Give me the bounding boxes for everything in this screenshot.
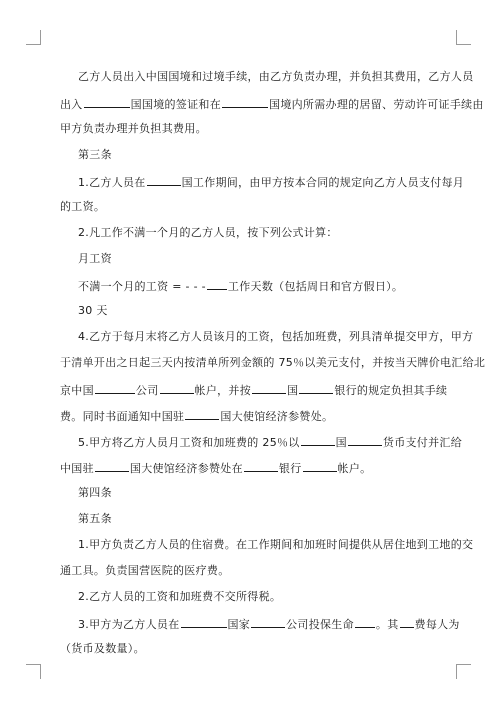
blank-field xyxy=(95,460,129,472)
text: 国大使馆经济参赞处在 xyxy=(129,462,243,475)
paragraph-line xyxy=(60,564,230,578)
paragraph-line xyxy=(78,434,462,450)
blank-field xyxy=(299,382,333,394)
blank-field xyxy=(355,616,375,628)
text: 第五条 xyxy=(78,512,112,525)
paragraph-line xyxy=(78,330,473,344)
blank-field xyxy=(301,434,335,446)
blank-field xyxy=(244,460,278,472)
text: 乙方人员出入中国国境和过境手续，由乙方负责办理，并负担其费用，乙方人员 xyxy=(78,70,474,83)
paragraph-line xyxy=(60,200,105,214)
text: 国境内所需办理的居留、劳动许可证手续由 xyxy=(269,98,484,111)
text: 1.乙方人员在 xyxy=(78,176,146,189)
paragraph-line xyxy=(60,408,333,424)
text: 国 xyxy=(287,384,299,397)
text: 工作天数（包括周日和官方假日）。 xyxy=(227,280,404,293)
text: 4.乙方于每月末将乙方人员该月的工资，包括加班费，列具清单提交甲方，甲方 xyxy=(78,330,474,343)
paragraph-line xyxy=(78,70,474,84)
text: 银行的规定负担其手续 xyxy=(334,384,448,397)
section-heading xyxy=(78,512,112,526)
paragraph-line xyxy=(60,642,145,656)
text: 不满一个月的工资 = - - - xyxy=(78,280,206,293)
blank-field xyxy=(252,382,286,394)
blank-field xyxy=(147,174,181,186)
blank-field xyxy=(222,96,268,108)
text: 费。同时书面通知中国驻 xyxy=(60,410,185,423)
text: 帐户，并按 xyxy=(194,384,252,397)
text: 于清单开出之日起三天内按清单所列金额的 75％以美元支付，并按当天牌价电汇给北 xyxy=(60,356,486,369)
text: 1.甲方负责乙方人员的住宿费。在工作期间和加班时间提供从居住地到工地的交 xyxy=(78,538,474,551)
text: 3.甲方为乙方人员在 xyxy=(78,618,180,631)
paragraph-line xyxy=(78,252,112,266)
text: 。其 xyxy=(375,618,399,631)
blank-field xyxy=(185,408,219,420)
blank-field xyxy=(400,616,414,628)
crop-mark-bottom-left xyxy=(26,664,41,679)
text: 货币支付并汇给 xyxy=(382,436,463,449)
text: 国大使馆经济参赞处。 xyxy=(220,410,334,423)
text: 国国境的签证和在 xyxy=(130,98,222,111)
text: 通工具。负责国营医院的医疗费。 xyxy=(60,564,230,577)
crop-mark-top-right xyxy=(456,30,471,45)
text: 费每人为 xyxy=(414,618,460,631)
blank-field xyxy=(207,278,227,290)
blank-field xyxy=(348,434,382,446)
blank-field xyxy=(95,382,135,394)
blank-field xyxy=(84,96,130,108)
paragraph-line xyxy=(78,590,281,604)
paragraph-line xyxy=(60,356,485,370)
paragraph-line xyxy=(78,278,403,294)
crop-mark-bottom-right xyxy=(456,664,471,679)
text: 的工资。 xyxy=(60,200,106,213)
blank-field xyxy=(160,382,194,394)
paragraph-line xyxy=(78,174,464,190)
text: 公司 xyxy=(135,384,159,397)
section-heading xyxy=(78,486,112,500)
text: 5.甲方将乙方人员月工资和加班费的 25％以 xyxy=(78,436,300,449)
paragraph-line xyxy=(78,304,108,318)
text: 京中国 xyxy=(60,384,94,397)
text: 公司投保生命 xyxy=(286,618,354,631)
paragraph-line xyxy=(78,538,473,552)
text: 月工资 xyxy=(78,252,112,265)
text: 国 xyxy=(335,436,347,449)
text: 中国驻 xyxy=(60,462,94,475)
crop-mark-top-left xyxy=(26,30,41,45)
paragraph-line xyxy=(60,460,371,476)
paragraph-line xyxy=(78,616,460,632)
section-heading xyxy=(78,148,112,162)
text: 30 天 xyxy=(78,304,108,317)
blank-field xyxy=(303,460,337,472)
text: 甲方负责办理并负担其费用。 xyxy=(60,122,207,135)
paragraph-line xyxy=(60,122,207,136)
text: 银行 xyxy=(278,462,302,475)
text: 第四条 xyxy=(78,486,112,499)
paragraph-line xyxy=(78,226,338,240)
text: 帐户。 xyxy=(337,462,372,475)
paragraph-line xyxy=(60,382,447,398)
paragraph-line xyxy=(60,96,484,112)
text: 国工作期间，由甲方按本合同的规定向乙方人员支付每月 xyxy=(181,176,465,189)
text: 出入 xyxy=(60,98,83,111)
text: 2.乙方人员的工资和加班费不交所得税。 xyxy=(78,590,282,603)
text: 第三条 xyxy=(78,148,112,161)
text: 国家 xyxy=(227,618,251,631)
text: 2.凡工作不满一个月的乙方人员，按下列公式计算： xyxy=(78,226,338,239)
blank-field xyxy=(181,616,227,628)
blank-field xyxy=(251,616,285,628)
text: （货币及数量）。 xyxy=(60,642,145,655)
